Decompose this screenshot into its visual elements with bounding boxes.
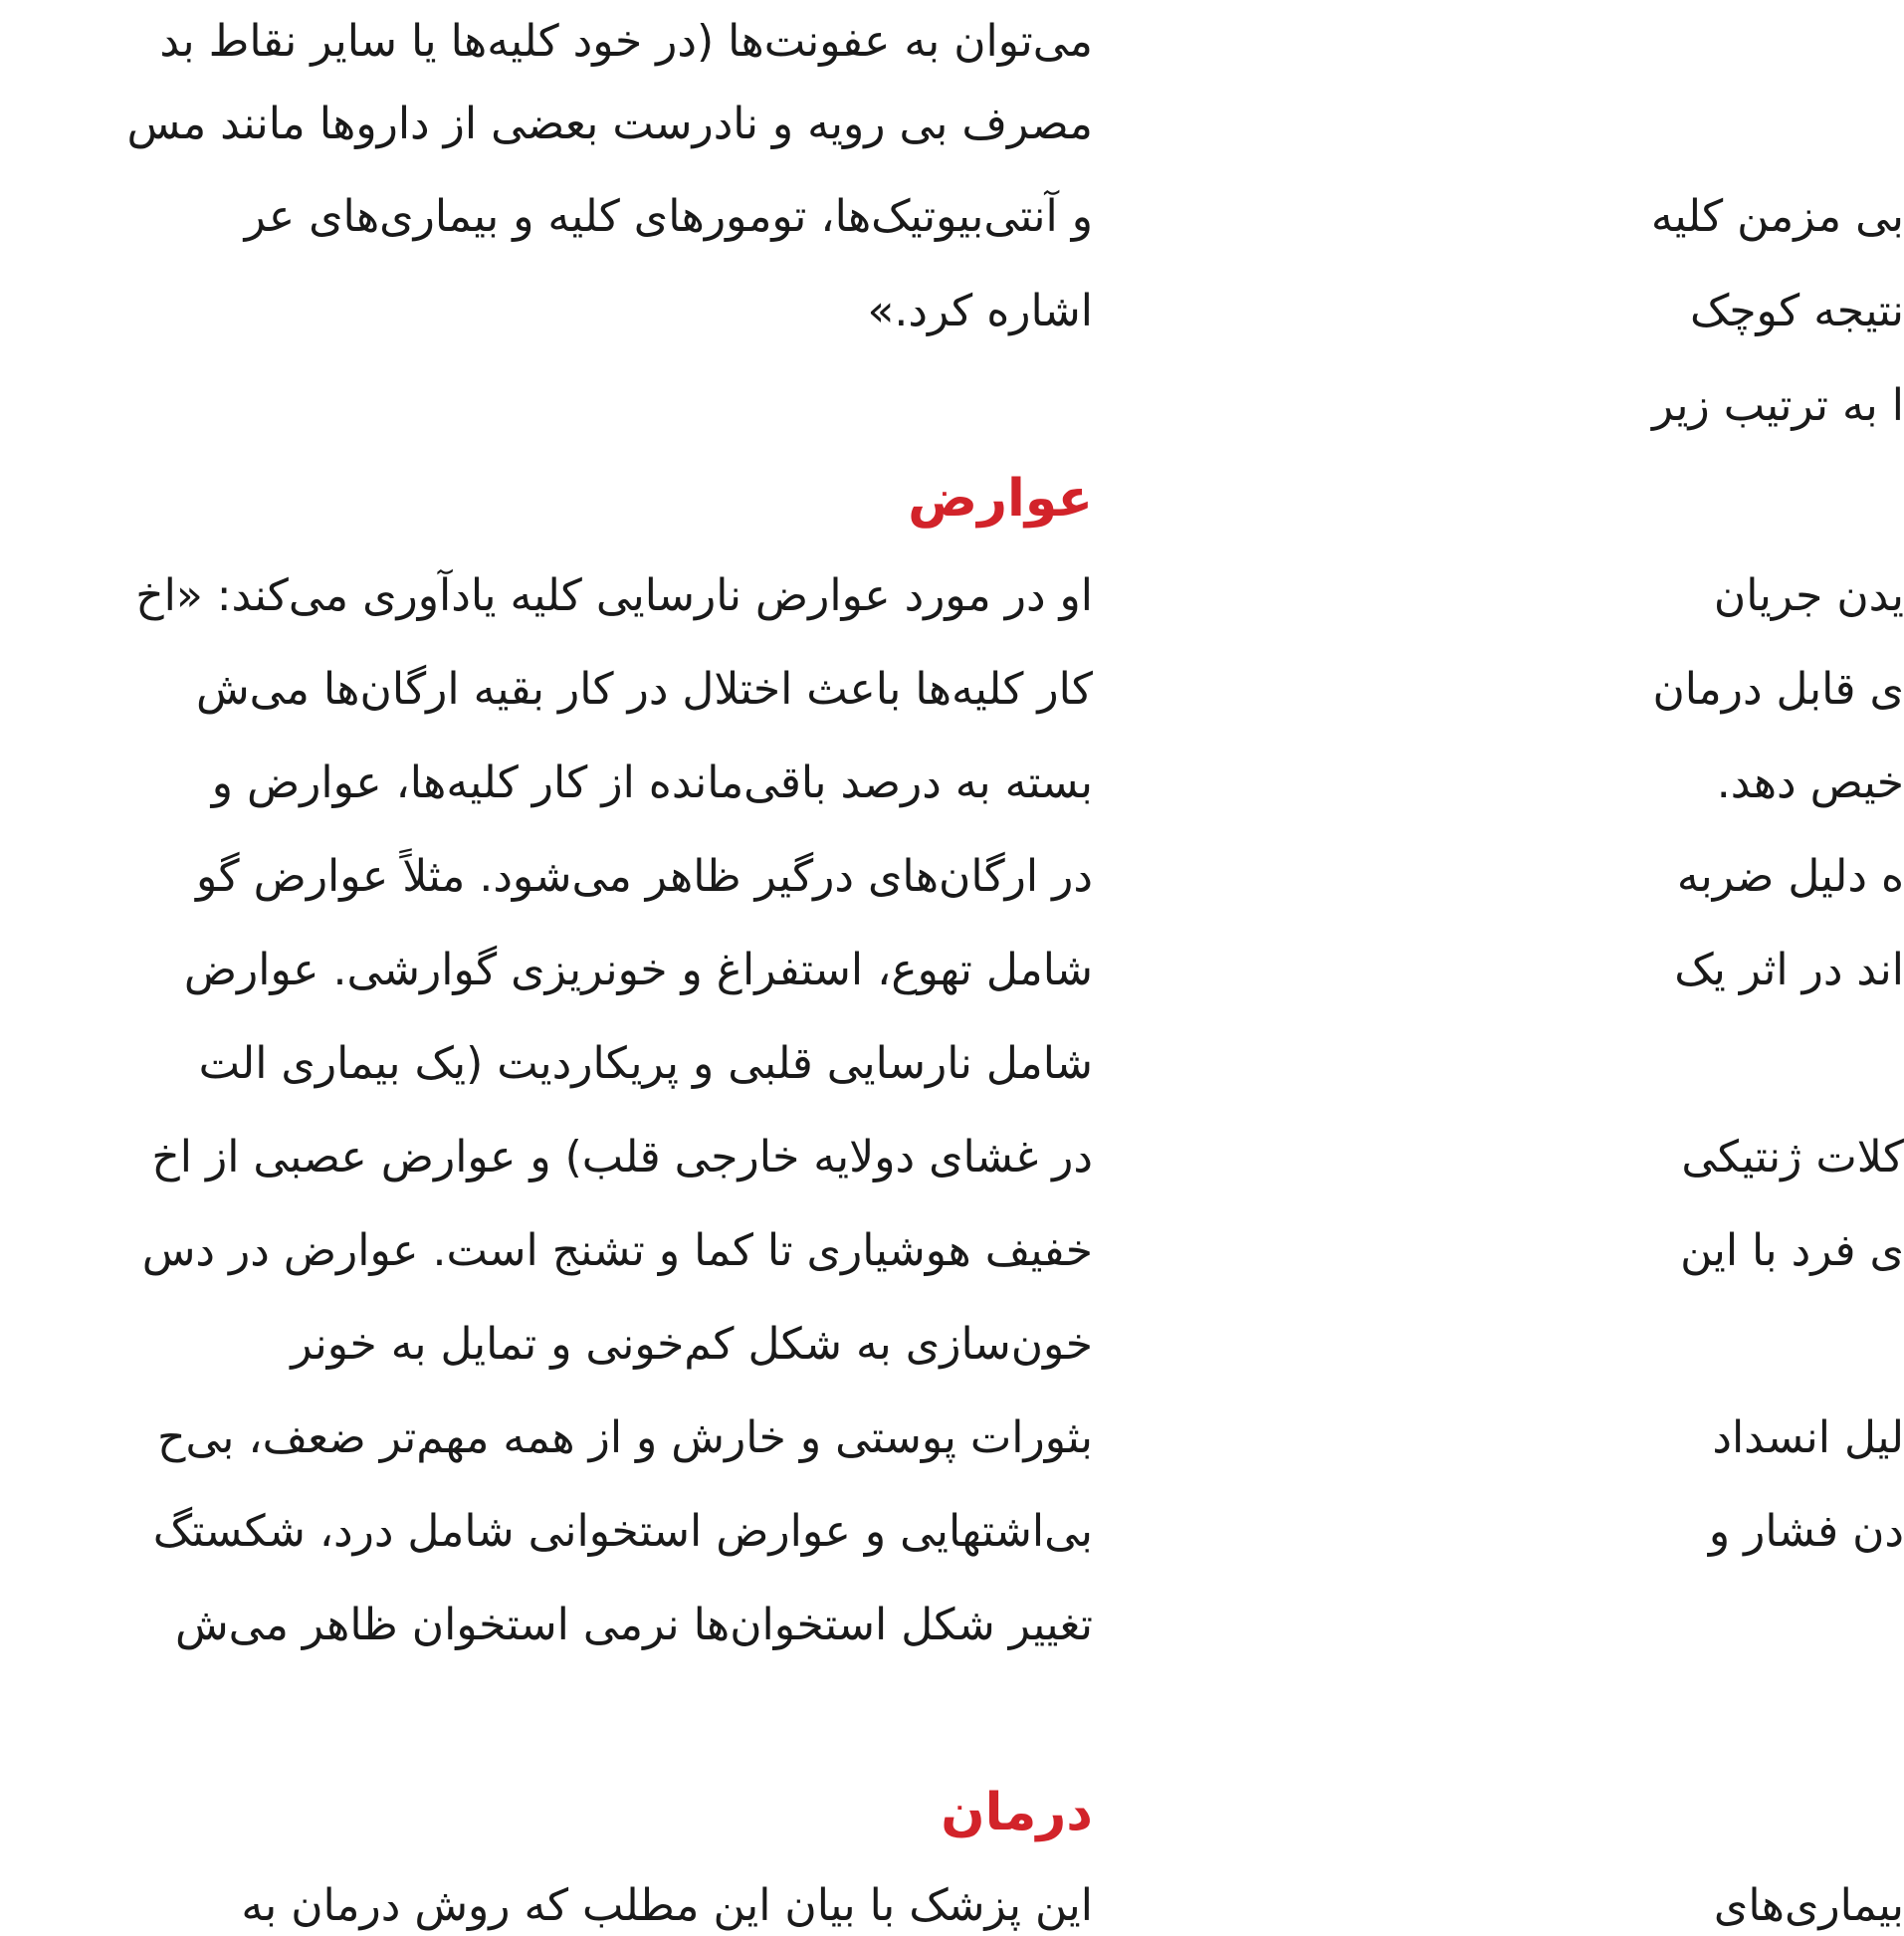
paragraph-line: بسته به درصد باقی‌مانده از کار کلیه‌ها، عوارض و: [211, 757, 1093, 808]
paragraph-line: خون‌سازی به شکل کم‌خونی و تمایل به خونر: [291, 1319, 1093, 1370]
paragraph-line: بی‌اشتهایی و عوارض استخوانی شامل درد، شکستگ: [152, 1506, 1093, 1557]
paragraph-line: تغییر شکل استخوان‌ها نرمی استخوان ظاهر می‌ش: [174, 1600, 1093, 1650]
paragraph-line: بثورات پوستی و خارش و از همه مهم‌تر ضعف، بی‌ح: [157, 1412, 1093, 1463]
paragraph-line: در ارگان‌های درگیر ظاهر می‌شود. مثلاً عوارض گو: [195, 851, 1093, 902]
side-line: دن فشار و: [1708, 1506, 1904, 1557]
paragraph-line: شامل تهوع، استفراغ و خونریزی گوارشی. عوارض: [183, 945, 1093, 995]
side-line: کلات ژنتیکی: [1681, 1132, 1904, 1183]
side-line: اند در اثر یک: [1674, 945, 1904, 995]
side-line: ا به ترتیب زیر: [1651, 380, 1904, 431]
paragraph-line: می‌توان به عفونت‌ها (در خود کلیه‌ها یا سایر نقاط بد: [159, 16, 1093, 67]
side-line: لیل انسداد: [1712, 1412, 1904, 1463]
paragraph-line: خفیف هوشیاری تا کما و تشنج است. عوارض در دس: [141, 1225, 1093, 1276]
side-line: ی قابل درمان: [1652, 664, 1904, 715]
side-line: نتیجه کوچک: [1689, 286, 1904, 336]
paragraph-line: در غشای دولایه خارجی قلب) و عوارض عصبی از اخ: [151, 1132, 1093, 1183]
side-line: ه دلیل ضربه: [1676, 851, 1904, 902]
side-line: یدن جریان: [1713, 570, 1904, 621]
side-line: ی فرد با این: [1680, 1225, 1904, 1276]
side-line: بیماری‌های: [1713, 1880, 1904, 1931]
section-heading-complications: عوارض: [908, 469, 1093, 529]
paragraph-line: و آنتی‌بیوتیک‌ها، تومورهای کلیه و بیماری‌های عر: [244, 191, 1093, 242]
section-heading-treatment: درمان: [941, 1783, 1093, 1842]
paragraph-line: اشاره کرد.»: [867, 286, 1093, 336]
paragraph-line: او در مورد عوارض نارسایی کلیه یادآوری می‌کند: «اخ: [135, 570, 1093, 621]
paragraph-line: مصرف بی رویه و نادرست بعضی از داروها مانند مس: [126, 99, 1093, 149]
side-line: خیص دهد.: [1716, 757, 1904, 808]
paragraph-line: این پزشک با بیان این مطلب که روش درمان به: [241, 1880, 1093, 1931]
paragraph-line: شامل نارسایی قلبی و پریکاردیت (یک بیماری الت: [198, 1038, 1093, 1089]
paragraph-line: کار کلیه‌ها باعث اختلال در کار بقیه ارگان‌ها می‌ش: [195, 664, 1093, 715]
side-line: بی مزمن کلیه: [1650, 191, 1904, 242]
